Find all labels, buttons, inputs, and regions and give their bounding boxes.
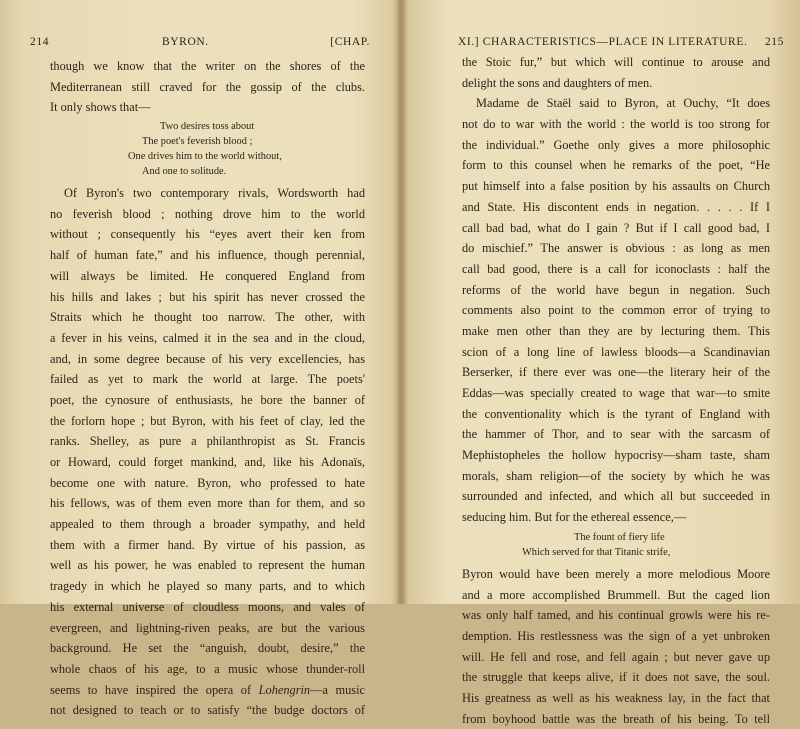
text-line: comments also point to the common error of trying to — [462, 303, 770, 318]
verse-line: One drives him to the world without, — [128, 151, 282, 163]
text-line: Madame de Staël said to Byron, at Ouchy, “It does — [476, 96, 770, 111]
text-line: Mephistopheles the hollow hypocrisy—sham taste, sham — [462, 448, 770, 463]
verse-quotation — [462, 530, 770, 560]
text-line: tragedy in which he played so many parts, and to which — [50, 579, 365, 594]
text-line: though we know that the writer on the shores of the — [50, 59, 365, 73]
right-page — [402, 0, 800, 726]
italic-title: Lohengrin — [258, 682, 311, 697]
text-line: Byron would have been merely a more melodious Moore — [462, 566, 770, 581]
text-line: and, in some degree because of his very excellencies, has — [50, 351, 365, 366]
text-line: evergreen, and lightning-riven peaks, are but the various — [50, 620, 365, 635]
text-line: and a more accomplished Brummell. But the caged lion — [462, 587, 770, 602]
text-line: background. He set the “anguish, doubt, desire,” the — [50, 641, 365, 656]
text-line: his hills and lakes ; but his spirit has never crossed the — [50, 289, 365, 304]
text-line: do mischief.” The answer is obvious : as long as men — [462, 241, 770, 256]
text-line: failed as yet to mark the world at large. The poets' — [50, 372, 365, 387]
text-line: well as his power, he was enabled to represent the human — [50, 558, 365, 573]
text-line: will. He fell and rose, and fell again ; but never gave up — [462, 649, 770, 664]
text-line: was only half tamed, and his continual growls were his re- — [462, 608, 770, 623]
text-fragment: —a music — [310, 682, 365, 697]
text-line: scion of a long line of lawless bloods—a Scandinavian — [462, 344, 770, 359]
text-line: Mediterranean still craved for the gossip of the clubs. — [50, 79, 365, 94]
page-number: 215 — [764, 36, 784, 48]
left-body-text — [50, 56, 365, 721]
text-line: surrounded and infected, and which all but succeeded in — [462, 489, 770, 504]
text-line: his external universe of cloudless moons, and vales of — [50, 599, 365, 614]
text-line: them with a firmer hand. By virtue of his passion, as — [50, 537, 365, 552]
verse-line: And one to solitude. — [142, 166, 227, 178]
text-line: become one with nature. Byron, who professed to hate — [50, 475, 365, 490]
text-line: the forlorn hope ; but Byron, with his feet of clay, led the — [50, 413, 365, 428]
left-page — [0, 0, 398, 718]
text-line: half of human fate,” and his influence, though perennial, — [50, 248, 365, 263]
running-title: BYRON. — [162, 36, 209, 48]
text-line-lohengrin — [50, 680, 365, 701]
verse-line: The poet's feverish blood ; — [142, 136, 253, 148]
chapter-marker: [CHAP. — [330, 36, 370, 48]
text-line: appealed to them through a broader sympathy, and held — [50, 517, 365, 532]
verse-line: Two desires toss about — [160, 121, 255, 133]
text-line: morals, sham religion—of the society by which he was — [462, 468, 770, 483]
text-line: reforms of the world have begun in negation. Such — [462, 282, 770, 297]
text-fragment: seems to have inspired the opera of — [50, 682, 259, 697]
text-line: not designed to teach or to satisfy “the budge doctors of — [50, 703, 365, 718]
text-line: His greatness as well as his weakness lay, in the fact that — [462, 690, 770, 705]
text-line: no feverish blood ; nothing drove him to the world — [50, 206, 365, 221]
right-body-text — [462, 52, 770, 729]
text-line: the conventionality which is the tyrant of England with — [462, 406, 770, 421]
text-line: without ; consequently his “eyes avert their ken from — [50, 227, 365, 242]
text-line: or Howard, could forget mankind, and, like his Adonaïs, — [50, 455, 365, 469]
text-line: demption. His restlessness was the sign of a yet unbroken — [462, 628, 770, 643]
text-line: It only shows that— — [50, 100, 151, 115]
text-line: ranks. Shelley, as pure a philanthropist as St. Francis — [50, 434, 365, 449]
text-line: Straits which he thought too narrow. The other, with — [50, 310, 365, 325]
text-line: call bad bad, what do I gain ? But if I call good bad, I — [462, 220, 770, 235]
text-line: make men other than they are by lecturing them. This — [462, 323, 770, 338]
text-line: poet, the cynosure of enthusiasts, he bore the banner of — [50, 392, 365, 407]
text-line: a fever in his veins, calmed it in the sea and in the cloud, — [50, 330, 365, 345]
text-line: seducing him. But for the ethereal essence,— — [462, 510, 687, 525]
text-line: the individual.” Goethe only gives a more philosophic — [462, 137, 770, 152]
text-line: his fellows, was of them even more than for them, and so — [50, 496, 365, 511]
text-line: Eddas—was specially created to wage that war—to smite — [462, 386, 770, 400]
text-line: from boyhood battle was the breath of his being. To tell — [462, 711, 770, 726]
text-line: the Stoic fur,” but which will continue to arouse and — [462, 55, 770, 69]
verse-quotation — [50, 119, 365, 179]
text-line: call bad good, there is a call for iconoclasts : half the — [462, 261, 770, 276]
text-line: form to this counsel when he remarks of the poet, “He — [462, 158, 770, 173]
text-line: not do to war with the world : the world is too strong for — [462, 117, 770, 132]
text-line: the struggle that keeps alive, if it does not save, the soul. — [462, 670, 770, 685]
text-line: Berserker, if there ever was one—the literary heir of the — [462, 365, 770, 380]
verse-line: The fount of fiery life — [574, 531, 665, 543]
verse-line: Which served for that Titanic strife, — [522, 546, 671, 558]
page-number: 214 — [30, 36, 50, 48]
text-line: put himself into a false position by his assaults on Church — [462, 179, 770, 194]
running-title: XI.] CHARACTERISTICS—PLACE IN LITERATURE. — [458, 36, 748, 48]
text-line: will always be limited. He conquered England from — [50, 268, 365, 283]
text-line: whole chaos of his age, to a music whose thunder-roll — [50, 661, 365, 676]
text-line: the hammer of Thor, and to sear with the sarcasm of — [462, 427, 770, 442]
text-line: delight the sons and daughters of men. — [462, 75, 653, 90]
text-line: and State. His discontent ends in negation. . . . . If I — [462, 199, 770, 214]
text-line: Of Byron's two contemporary rivals, Wordsworth had — [64, 186, 365, 201]
